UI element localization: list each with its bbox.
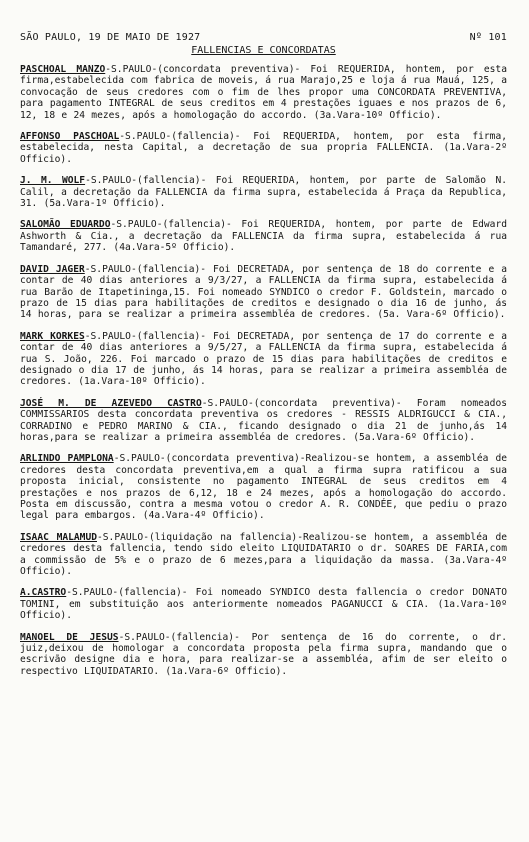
entry-text: -S.PAULO-(fallencia)- Foi nomeado SYNDICO desta fallencia o credor DONATO TOMINI, em substituição aos anteriormente nomeados PAGANUCCI & CIA. (1a.Vara-10º Officio). [20,587,507,622]
entry-text: -S.PAULO-(fallencia)- Foi REQUERIDA, hontem, por parte de Edward Ashworth & Cia., a decretação da FALLENCIA da firma supra, estabelecida á rua Tamandaré, 277. (4a.Vara-5º Officio). [20,219,507,254]
entry-name: AFFONSO PASCHOAL [20,131,120,143]
entry-name: PASCHOAL MANZO [20,64,106,75]
entry-name: ARLINDO PAMPLONA [20,453,114,465]
document-header [20,32,507,43]
entry [20,587,507,621]
entry-name: ISAAC MALAMUD [20,531,97,543]
entry-name: SALOMÃO EDUARDO [20,219,111,231]
bulletin-number: Nº 101 [469,32,507,43]
entry-name: DAVID JAGER [20,263,85,275]
entry [20,532,507,578]
entry-text: -S.PAULO-(fallencia)- Foi DECRETADA, por sentença de 17 do corrente e a contar de 40 dias anteriores a 9/5/27, a FALLENCIA da firma supra, estabelecida á rua S. João, 226. Foi marcado o prazo de 15 dias para habilitações de creditos e designado o dia 17 de junho, ás 14 horas, para se realizar a primeira assembléa de credores. (1a.Vara-10º Officio). [20,330,507,388]
entry-text: -S.PAULO-(fallencia)- Foi REQUERIDA, hontem, por esta firma, estabelecida, nesta Capital, a decretação de sua propria FALLENCIA. (1a.Vara-2º Officio). [20,131,507,165]
section-title: FALLENCIAS E CONCORDATAS [191,45,336,56]
entry-text: -S.PAULO-(liquidação na fallencia)-Realizou-se hontem, a assembléa de credores desta fallencia, tendo sido eleito LIQUIDATARIO o dr. SOARES DE FARIA,com a commissão de 5% e o prazo de 6 mezes,para a liquidação da massa. (3a.Vara-4º Officio). [20,531,507,578]
entry-name: MANOEL DE JESUS [20,631,119,643]
entry [20,131,507,165]
entry-text: -S.PAULO-(fallencia)- Foi REQUERIDA, hontem, por parte de Salomão N. Calil, a decretação da FALLENCIA da firma supra, estabelecida á Praça da Republica, 31. (5a.Vara-1º Officio). [20,175,508,210]
entry-text: -S.PAULO-(concordata preventiva)- Foi REQUERIDA, hontem, por esta firma,estabelecida com fabrica de moveis, á rua Marajo,25 e loja á rua Mauá, 125, a convocação de seus credores com o fim de lhes propor uma CONCORDATA PREVENTIVA, para pagamento INTEGRAL de seus creditos em 4 prestações iguaes e nos prazos de 6, 12, 18 e 24 mezes, após a homologação do accordo. (3a.Vara-10º Officio). [20,64,507,121]
entry [20,64,507,121]
entry [20,331,507,388]
entry [20,398,507,444]
entry-text: -S.PAULO-(concordata preventiva)- Foram nomeados COMMISSARIOS desta concordata preventiva os credores - RESSIS ALDRIGUCCI & CIA., CORRADINO e PEDRO MARINO & CIA., ficando designado o dia 21 de junho,ás 14 horas,para se realizar a primeira assembléa de credores. (5a.Vara-6º Officio). [20,397,507,443]
entry [20,632,507,678]
entry-text: -S.PAULO-(fallencia)- Foi DECRETADA, por sentença de 18 do corrente e a contar de 40 dias anteriores a 9/3/27, a FALLENCIA da firma supra, estabelecida á rua Barão de Itapetininga,15. Foi nomeado SYNDICO o credor F. Goldstein, marcado o prazo de 15 dias para habilitações de creditos e designado o dia 16 de junho, ás 14 horas, para se realizar a primeira assembléa de credores. (5a. Vara-6º Officio). [20,263,507,321]
entry [20,175,507,209]
entries-list [20,64,507,677]
entry [20,219,507,253]
entry-name: MARK KORKES [20,330,85,342]
entry-text: -S.PAULO-(concordata preventiva)-Realizou-se hontem, a assembléa de credores desta concordata preventiva,em a qual a firma supra ratificou a sua proposta inicial, consistente no pagamento INTEGRAL de seus creditos em 4 prestações e nos prazos de 6,12, 18 e 24 mezes, após a homologação do accordo. Posta em discussão, contra a mesma votou o credor A. R. CONDÉE, que pediu o prazo legal para embargos. (4a.Vara-4º Officio). [20,453,507,522]
entry-name: J. M. WOLF [20,175,86,187]
entry-name: A.CASTRO [20,587,67,599]
entry [20,453,507,521]
entry [20,264,507,321]
date-line: SÃO PAULO, 19 DE MAIO DE 1927 [20,32,201,43]
entry-text: -S.PAULO-(fallencia)- Por sentença de 16 do corrente, o dr. juiz,deixou de homologar a concordata proposta pela firma supra, mandando que o escrivão designe dia e hora, para realizar-se a assembléa, afim de ser eleito o respectivo LIQUIDATARIO. (1a.Vara-6º Officio). [20,631,508,677]
entry-name: JOSÉ M. DE AZEVEDO CASTRO [20,397,202,409]
